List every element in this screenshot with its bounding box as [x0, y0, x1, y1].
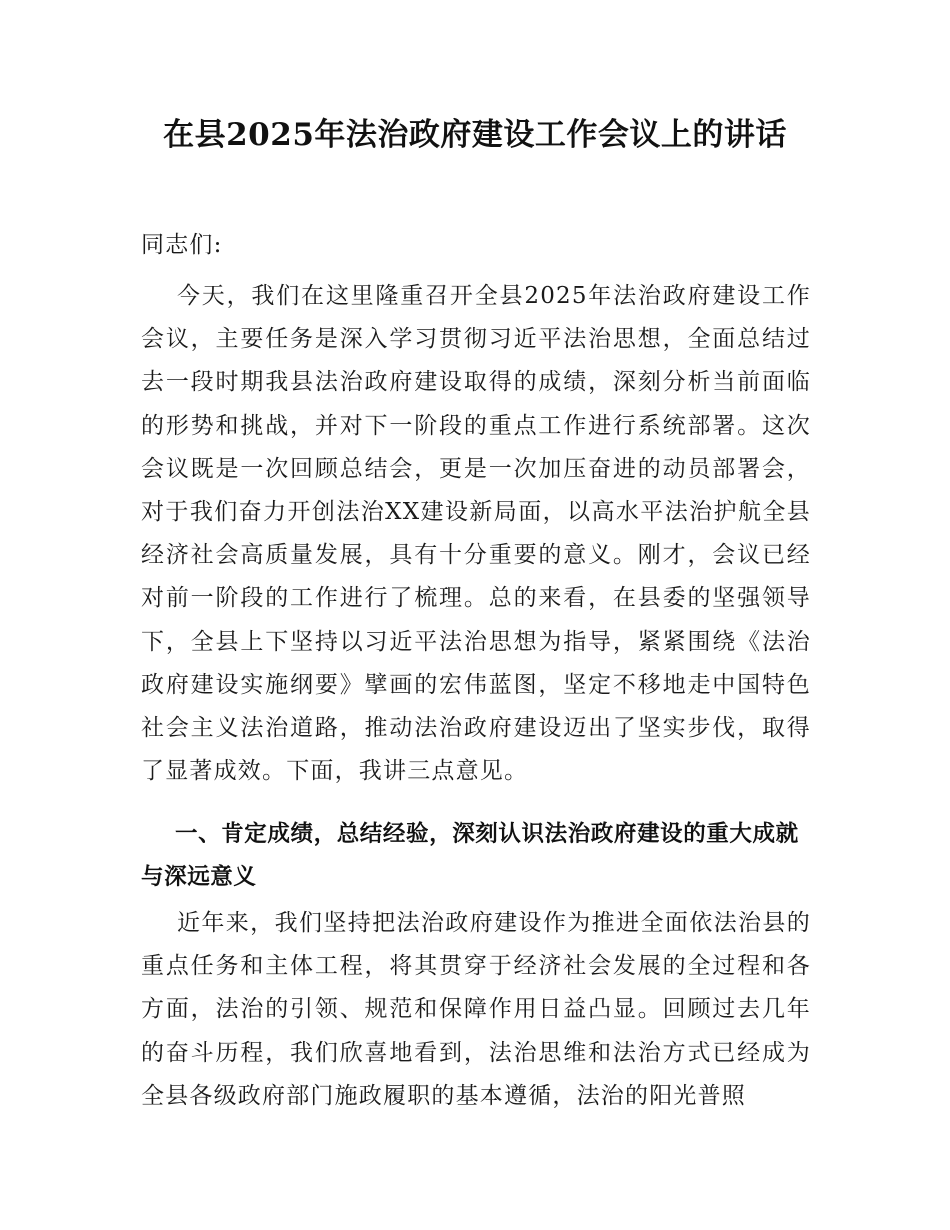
- document-title: 在县2025年法治政府建设工作会议上的讲话: [163, 117, 787, 153]
- section-heading-1: 一、肯定成绩，总结经验，深刻认识法治政府建设的重大成就与深远意义: [141, 821, 799, 891]
- salutation: 同志们:: [141, 232, 223, 258]
- body-paragraph-1: 今天，我们在这里隆重召开全县2025年法治政府建设工作会议，主要任务是深入学习贯彻习近平法治思想，全面总结过去一段时期我县法治政府建设取得的成绩，深刻分析当前面临的形势和挑战，并对下一阶段的重点工作进行系统部署。这次会议既是一次回顾总结会，更是一次加压奋进的动员部署会，对于我们奋力开创法治XX建设新局面，以高水平法治护航全县经济社会高质量发展，具有十分重要的意义。刚才，会议已经对前一阶段的工作进行了梳理。总的来看，在县委的坚强领导下，全县上下坚持以习近平法治思想为指导，紧紧围绕《法治政府建设实施纲要》擘画的宏伟蓝图，坚定不移地走中国特色社会主义法治道路，推动法治政府建设迈出了坚实步伐，取得了显著成效。下面，我讲三点意见。: [141, 283, 811, 785]
- body-paragraph-2: 近年来，我们坚持把法治政府建设作为推进全面依法治县的重点任务和主体工程，将其贯穿于经济社会发展的全过程和各方面，法治的引领、规范和保障作用日益凸显。回顾过去几年的奋斗历程，我们欣喜地看到，法治思维和法治方式已经成为全县各级政府部门施政履职的基本遵循，法治的阳光普照: [141, 910, 811, 1109]
